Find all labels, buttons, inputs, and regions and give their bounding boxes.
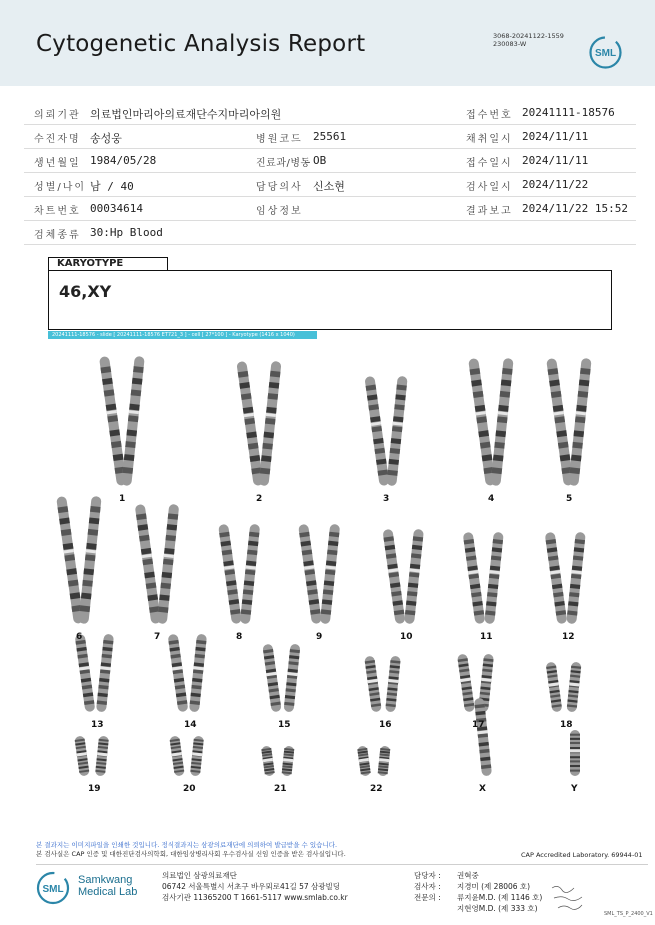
- chromosome-label-12: 12: [562, 632, 575, 642]
- report-header: [0, 0, 655, 86]
- doctor-value: 신소현: [313, 180, 345, 193]
- karyogram-image: [40, 350, 620, 800]
- document-id: [493, 32, 564, 48]
- chromosome-label-19: 19: [88, 784, 101, 794]
- doctor-label: 담당의사: [256, 182, 303, 193]
- birth-label: 생년월일: [34, 158, 81, 169]
- chromosome-label-4: 4: [488, 494, 495, 504]
- info-row-chart: [24, 197, 636, 221]
- karyogram-chromosomes: [40, 350, 620, 800]
- collection-date-value: 2024/11/11: [522, 130, 589, 143]
- footer-logo-text: SML: [42, 884, 64, 895]
- chromosome-pair-22: [357, 745, 391, 776]
- chromosome-label-3: 3: [383, 494, 390, 504]
- chromosome-pair-15: [262, 644, 300, 713]
- test-date-value: 2024/11/22: [522, 178, 589, 191]
- lab-address: 06742 서울특별시 서초구 바우뫼로41길 57 삼광빌딩: [162, 882, 341, 891]
- logo-text: SML: [594, 48, 617, 59]
- clinical-info-label: 임상정보: [256, 206, 303, 217]
- document-id-line2: 230083-W: [493, 40, 527, 48]
- chromosome-pair-6: [56, 496, 102, 624]
- chromosome-label-16: 16: [379, 720, 392, 730]
- signers-block: [414, 870, 542, 914]
- sml-logo-icon: [589, 36, 622, 69]
- chromosome-label-17: 17: [472, 720, 485, 730]
- chromosome-pair-4: [468, 358, 514, 486]
- specialist-value-1: 류지윤M.D. (제 1146 호): [457, 893, 543, 902]
- name-value: 송성웅: [90, 132, 122, 145]
- chromosome-pair-X: [474, 698, 492, 777]
- examiner-value: 지경미 (제 28006 호): [457, 882, 531, 891]
- institution-label: 의뢰기관: [34, 110, 81, 121]
- chromosome-pair-3: [364, 376, 407, 486]
- patient-info-table: [24, 101, 636, 245]
- company-name: [78, 874, 137, 898]
- chromosome-pair-8: [218, 524, 260, 624]
- info-row-name: [24, 125, 636, 149]
- receipt-no-label: 접수번호: [466, 110, 513, 121]
- chromosome-label-14: 14: [184, 720, 197, 730]
- lab-contact: 검사기관 11365200 T 1661-5117 www.smlab.co.kr: [162, 893, 348, 902]
- chromosome-label-15: 15: [278, 720, 291, 730]
- report-title: Cytogenetic Analysis Report: [36, 31, 366, 57]
- chromosome-label-7: 7: [154, 632, 161, 642]
- chromosome-label-20: 20: [183, 784, 196, 794]
- chromosome-label-X: X: [479, 784, 486, 794]
- chromosome-label-22: 22: [370, 784, 383, 794]
- manager-value: 권혁중: [457, 871, 479, 880]
- chromosome-pair-1: [99, 356, 145, 486]
- chromosome-pair-12: [545, 532, 586, 625]
- document-id-line1: 3068-20241122-1559: [493, 32, 564, 40]
- specialist-label: 전문의 :: [414, 893, 441, 902]
- lab-name: 의료법인 삼광의료재단: [162, 871, 237, 880]
- karyotype-result: 46,XY: [59, 282, 112, 301]
- info-row-birth: [24, 149, 636, 173]
- department-label: 진료과/병동: [256, 158, 311, 169]
- manager-label: 담당자 :: [414, 871, 441, 880]
- chromosome-label-18: 18: [560, 720, 573, 730]
- report-date-value: 2024/11/22 15:52: [522, 202, 628, 215]
- manager-row: [414, 870, 542, 881]
- info-row-sex-age: [24, 173, 636, 197]
- chromosome-pair-11: [463, 532, 504, 625]
- chromosome-pair-13: [75, 634, 114, 713]
- report-date-label: 결과보고: [466, 206, 513, 217]
- form-code: SML_TS_P_2400_V1: [604, 911, 653, 917]
- chromosome-pair-7: [135, 504, 180, 624]
- footer-divider: [36, 864, 648, 865]
- chromosome-pair-2: [236, 361, 281, 486]
- lab-info: [162, 870, 348, 903]
- chromosome-pair-20: [169, 735, 204, 776]
- chromosome-pair-21: [261, 745, 295, 776]
- samkwang-logo: [36, 871, 166, 905]
- specialist-row-2: [414, 903, 542, 914]
- karyogram-image-caption: 20241111-18576 - slide [ 20241111-18576 ET721_3 ] - cell [ 27*100 ] - Karyotype (1416 x 1040): [48, 331, 317, 339]
- specimen-value: 30:Hp Blood: [90, 226, 163, 239]
- info-row-specimen: [24, 221, 636, 245]
- chromosome-pair-18: [546, 662, 582, 713]
- chromosome-label-9: 9: [316, 632, 323, 642]
- chromosome-pair-Y: [570, 730, 580, 776]
- receipt-date-label: 접수일시: [466, 158, 513, 169]
- test-date-label: 검사일시: [466, 182, 513, 193]
- receipt-date-value: 2024/11/11: [522, 154, 589, 167]
- birth-value: 1984/05/28: [90, 154, 157, 167]
- chart-no-value: 00034614: [90, 202, 143, 215]
- specialist-row-1: [414, 892, 542, 903]
- department-value: OB: [313, 154, 327, 167]
- info-row-institution: [24, 101, 636, 125]
- chromosome-pair-19: [74, 735, 109, 776]
- examiner-label: 검사자 :: [414, 882, 441, 891]
- receipt-no-value: 20241111-18576: [522, 106, 615, 119]
- chromosome-label-5: 5: [566, 494, 573, 504]
- chromosome-pair-9: [298, 524, 340, 624]
- hospital-code-value: 25561: [313, 130, 347, 143]
- chromosome-pair-5: [546, 358, 592, 486]
- chromosome-label-13: 13: [91, 720, 104, 730]
- chromosome-label-6: 6: [76, 632, 83, 642]
- notice-printed-copy: 본 결과지는 이미지파일을 인쇄한 것입니다. 정식결과지는 삼광의료재단에 의뢰하여 발급받을 수 있습니다.: [36, 841, 338, 849]
- specialist-value-2: 지현영M.D. (제 333 호): [457, 904, 538, 913]
- collection-date-label: 채취일시: [466, 134, 513, 145]
- examiner-row: [414, 881, 542, 892]
- sml-footer-logo-icon: [36, 871, 70, 905]
- name-label: 수진자명: [34, 134, 81, 145]
- sex-age-value: 남 / 40: [90, 180, 134, 193]
- chromosome-label-10: 10: [400, 632, 413, 642]
- specimen-label: 검체종류: [34, 230, 81, 241]
- chromosome-pair-14: [168, 634, 207, 713]
- chromosome-label-Y: Y: [571, 784, 578, 794]
- chromosome-pair-16: [364, 656, 401, 713]
- chromosome-pair-10: [382, 529, 423, 625]
- sex-age-label: 성별/나이: [34, 182, 87, 193]
- cap-accreditation-note: CAP Accredited Laboratory. 69944-01: [521, 851, 643, 859]
- chart-no-label: 차트번호: [34, 206, 81, 217]
- company-name-line2: Medical Lab: [78, 886, 138, 898]
- chromosome-label-2: 2: [256, 494, 263, 504]
- notice-accreditation: 본 검사실은 CAP 인증 및 대한진단검사의학회, 대한임상병리사회 우수검사실 신임 인증을 받은 검사실입니다.: [36, 850, 346, 858]
- hospital-code-label: 병원코드: [256, 134, 303, 145]
- karyotype-result-box: [48, 270, 612, 330]
- signature-icon: [548, 880, 588, 914]
- institution-value: 의료법인마리아의료재단수지마리아의원: [90, 108, 282, 121]
- chromosome-label-1: 1: [119, 494, 126, 504]
- chromosome-label-21: 21: [274, 784, 287, 794]
- company-name-line1: Samkwang: [78, 874, 133, 886]
- chromosome-label-11: 11: [480, 632, 493, 642]
- chromosome-label-8: 8: [236, 632, 243, 642]
- karyotype-tab-label: KARYOTYPE: [48, 257, 168, 270]
